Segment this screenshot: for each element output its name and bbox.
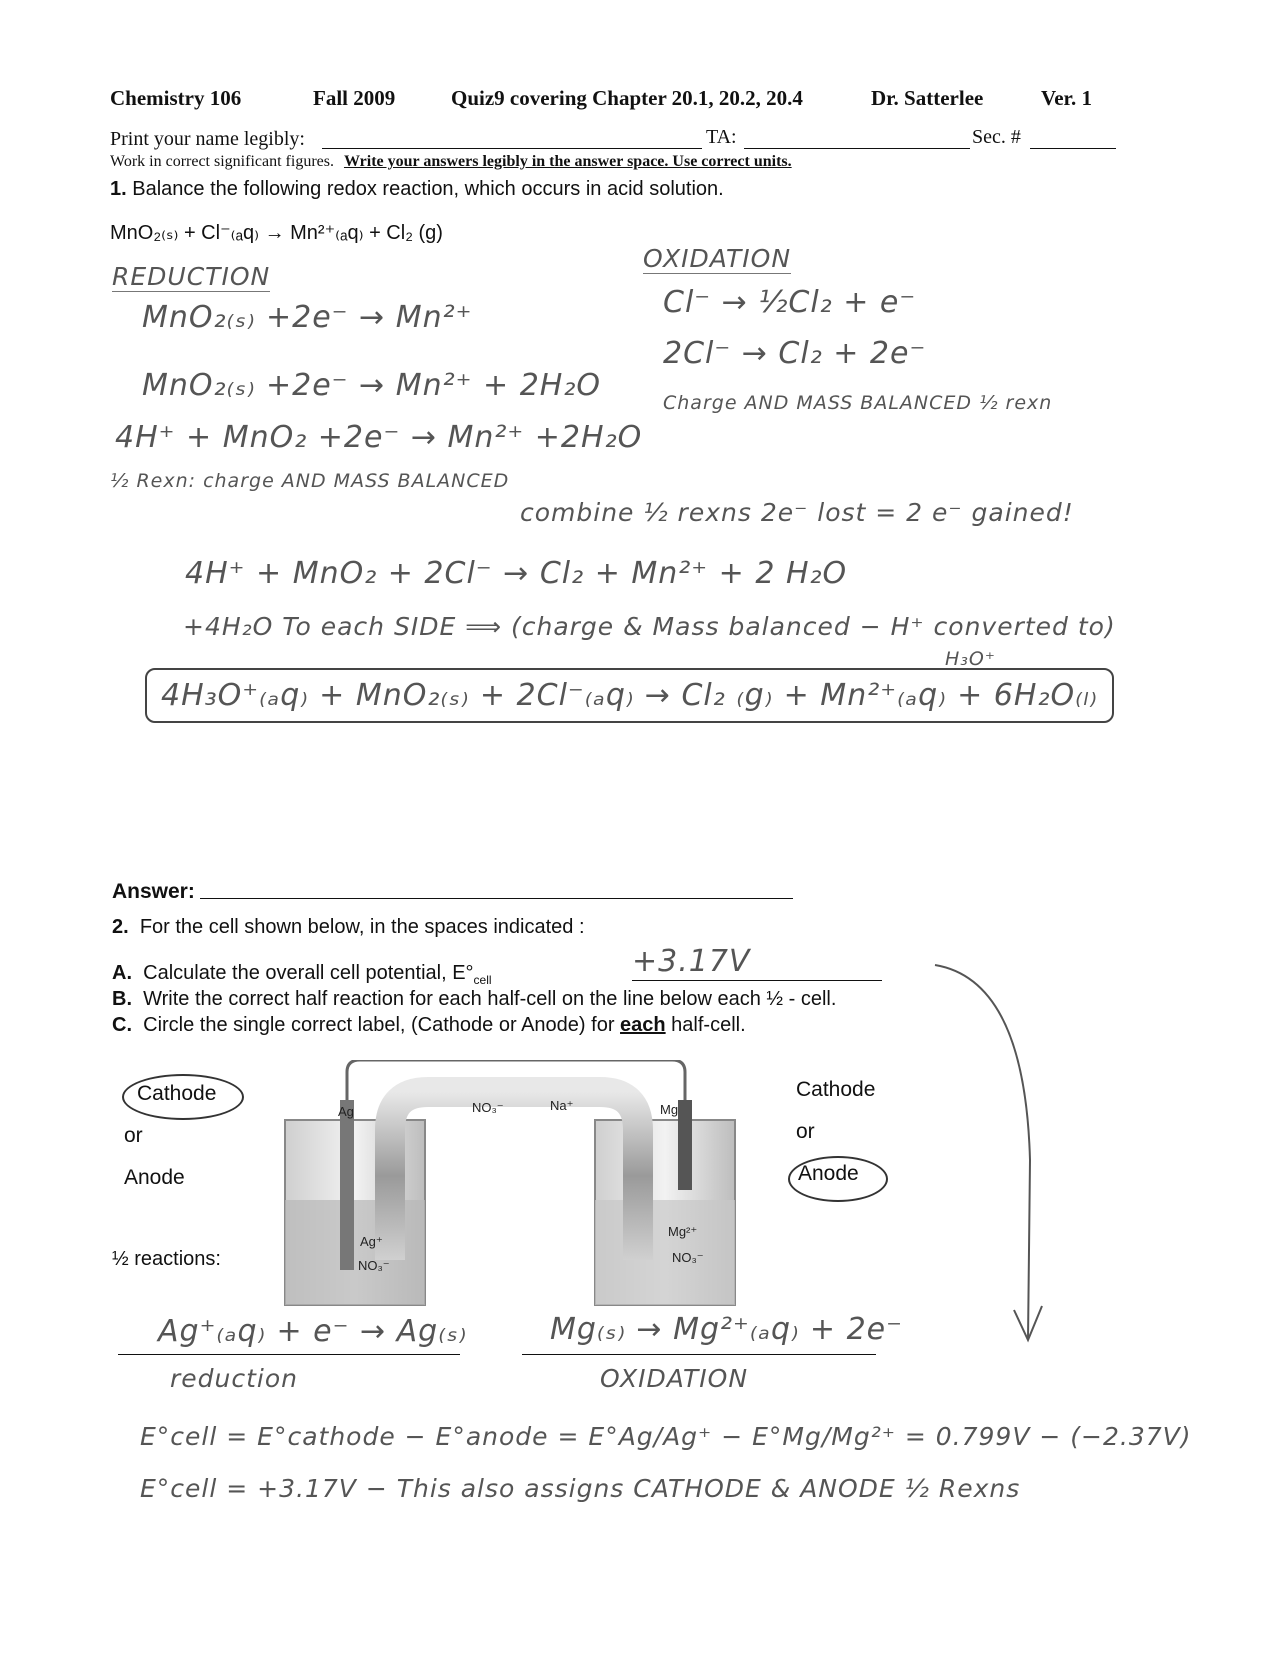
final-answer-box: 4H₃O⁺₍ₐq₎ + MnO₂₍ₛ₎ + 2Cl⁻₍ₐq₎ → Cl₂ ₍g₎ + Mn²⁺₍ₐq₎ + 6H₂O₍ₗ₎ <box>145 668 1114 723</box>
right-cathode-option[interactable]: Cathode <box>796 1078 876 1101</box>
reduction-step-1: MnO₂₍ₛ₎ +2e⁻ → Mn²⁺ <box>142 300 473 335</box>
q2a-answer-line[interactable] <box>632 980 882 981</box>
h3o-note: H₃O⁺ <box>945 648 996 670</box>
left-half-line[interactable] <box>118 1354 460 1355</box>
add-water-note: +4H₂O To each SIDE ⟹ (charge & Mass balanced − H⁺ converted to) <box>183 612 1116 641</box>
oxidation-label: OXIDATION <box>643 244 792 273</box>
name-label: Print your name legibly: <box>110 128 305 150</box>
no3-bridge-label: NO₃⁻ <box>472 1100 504 1115</box>
mg-ion-label: Mg²⁺ <box>668 1224 698 1239</box>
instructions: Work in correct significant figures. Write your answers legibly in the answer space. Use correct units. <box>110 153 792 170</box>
right-half-line[interactable] <box>522 1354 876 1355</box>
reduction-label: REDUCTION <box>112 262 271 291</box>
combined-equation: 4H⁺ + MnO₂ + 2Cl⁻ → Cl₂ + Mn²⁺ + 2 H₂O <box>185 556 848 591</box>
no3-right-label: NO₃⁻ <box>672 1250 704 1265</box>
left-anode-option[interactable]: Anode <box>124 1166 185 1189</box>
no3-left-label: NO₃⁻ <box>358 1258 390 1273</box>
sec-field[interactable] <box>1030 148 1116 149</box>
oxidation-note: Charge AND MASS BALANCED ½ rexn <box>663 392 1053 414</box>
version: Ver. 1 <box>1041 86 1092 110</box>
right-solution <box>595 1200 735 1305</box>
galvanic-cell-diagram <box>280 1060 780 1310</box>
left-or: or <box>124 1124 143 1147</box>
reduction-step-3: 4H⁺ + MnO₂ +2e⁻ → Mn²⁺ +2H₂O <box>115 420 643 455</box>
ag-label: Ag <box>338 1104 354 1119</box>
ag-electrode <box>340 1100 354 1270</box>
na-label: Na⁺ <box>550 1098 574 1113</box>
q1-equation: MnO₂₍ₛ₎ + Cl⁻₍ₐq₎ → Mn²⁺₍ₐq₎ + Cl₂ (g) <box>110 222 443 244</box>
ecell-formula: E°cell = E°cathode − E°anode = E°Ag/Ag⁺ − E°Mg/Mg²⁺ = 0.799V − (−2.37V) <box>140 1422 1192 1451</box>
right-or: or <box>796 1120 815 1143</box>
ecell-result: E°cell = +3.17V − This also assigns CATHODE & ANODE ½ Rexns <box>140 1474 1021 1503</box>
left-cathode-option[interactable]: Cathode <box>137 1082 217 1105</box>
mg-electrode <box>678 1100 692 1190</box>
q2b-text: B. Write the correct half reaction for each half-cell on the line below each ½ - cell. <box>112 988 837 1010</box>
ag-ion-label: Ag⁺ <box>360 1234 383 1249</box>
oxidation-step-1: Cl⁻ → ½Cl₂ + e⁻ <box>663 285 917 320</box>
left-half-type: reduction <box>170 1364 299 1393</box>
right-anode-option[interactable]: Anode <box>798 1162 859 1185</box>
sec-label: Sec. # <box>972 126 1021 148</box>
half-reactions-label: ½ reactions: <box>112 1248 221 1270</box>
right-half-reaction: Mg₍ₛ₎ → Mg²⁺₍ₐq₎ + 2e⁻ <box>550 1312 903 1347</box>
instructor: Dr. Satterlee <box>871 86 984 110</box>
quiz-title: Quiz9 covering Chapter 20.1, 20.2, 20.4 <box>451 86 803 110</box>
mg-label: Mg <box>660 1102 679 1117</box>
reduction-step-2: MnO₂₍ₛ₎ +2e⁻ → Mn²⁺ + 2H₂O <box>142 368 601 403</box>
q2c-text: C. Circle the single correct label, (Cathode or Anode) for each half-cell. <box>112 1014 746 1036</box>
answer-label: Answer: <box>112 880 195 903</box>
left-half-reaction: Ag⁺₍ₐq₎ + e⁻ → Ag₍ₛ₎ <box>158 1314 468 1349</box>
reduction-note: ½ Rexn: charge AND MASS BALANCED <box>110 470 510 492</box>
q2a-text: A. Calculate the overall cell potential, $E^\circ_{cell}$ <box>112 962 492 987</box>
combine-note: combine ½ rexns 2e⁻ lost = 2 e⁻ gained! <box>520 498 1074 527</box>
name-field[interactable] <box>322 148 702 149</box>
oxidation-step-2: 2Cl⁻ → Cl₂ + 2e⁻ <box>663 336 927 371</box>
answer-field[interactable] <box>200 898 793 899</box>
hand-drawn-arrow <box>930 960 1070 1360</box>
course-name: Chemistry 106 <box>110 86 242 110</box>
ta-field[interactable] <box>744 148 970 149</box>
q2-prompt: 2. For the cell shown below, in the spaces indicated : <box>112 916 585 938</box>
ta-label: TA: <box>706 126 737 148</box>
term: Fall 2009 <box>313 86 396 110</box>
right-half-type: OXIDATION <box>600 1364 749 1393</box>
q2a-answer: +3.17V <box>632 944 751 979</box>
q1-prompt: 1. Balance the following redox reaction, which occurs in acid solution. <box>110 178 724 200</box>
